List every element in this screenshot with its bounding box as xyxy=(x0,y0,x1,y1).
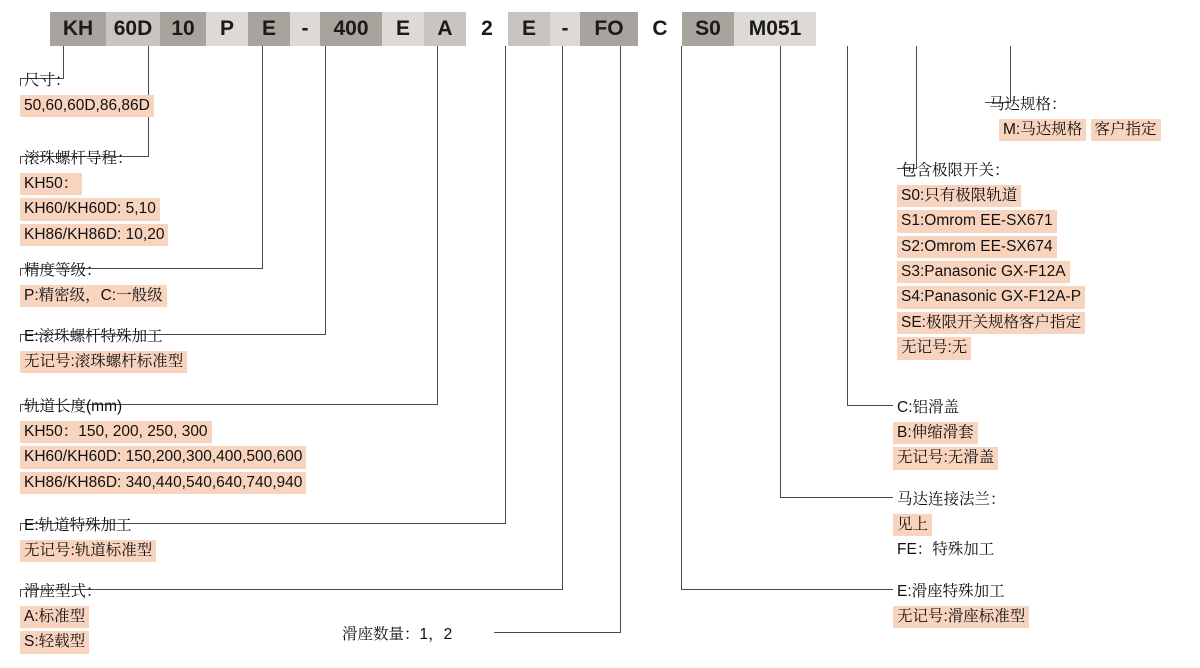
callout-cover-line-1: B:伸缩滑套 xyxy=(893,422,978,444)
model-code-cell: 10 xyxy=(160,12,206,46)
model-code-cell: FO xyxy=(580,12,638,46)
callout-accuracy xyxy=(20,258,167,309)
callout-lead-line-2: KH86/KH86D: 10,20 xyxy=(20,224,168,246)
leader-slidercount-vertical xyxy=(620,46,621,632)
leader-raillength-vertical xyxy=(437,46,438,404)
callout-lead-line-1: KH60/KH60D: 5,10 xyxy=(20,198,160,220)
callout-cover xyxy=(893,395,998,471)
callout-limit-switch-line-1: S1:Omrom EE-SX671 xyxy=(897,210,1057,232)
callout-motor-spec-title: 马达规格： xyxy=(989,95,1067,113)
callout-screw-special-title: E:滚珠螺杆特殊加工 xyxy=(24,327,163,345)
leader-railspecial-vertical xyxy=(505,46,506,523)
callout-size-title: 尺寸： xyxy=(24,71,71,89)
callout-size-values: 50,60,60D,86,86D xyxy=(20,95,154,117)
model-code-cell: P xyxy=(206,12,248,46)
callout-flange-line-0: 见上 xyxy=(893,514,932,536)
leader-slidertype-vertical xyxy=(562,46,563,589)
callout-screw-special-values: 无记号:滚珠螺杆标准型 xyxy=(20,351,187,373)
callout-flange xyxy=(893,487,1010,563)
model-code-cell: S0 xyxy=(682,12,734,46)
callout-limit-switch-line-5: SE:极限开关规格客户指定 xyxy=(897,312,1085,334)
model-code-cell: 2 xyxy=(481,17,493,40)
leader-cover-horizontal xyxy=(847,405,893,406)
callout-limit-switch-line-3: S3:Panasonic GX-F12A xyxy=(897,261,1070,283)
model-code-cell: E xyxy=(248,12,290,46)
callout-limit-switch-title: 包含极限开关： xyxy=(901,161,1010,179)
callout-slider-type-line-1: S:轻载型 xyxy=(20,631,89,653)
callout-lead-title: 滚珠螺杆导程： xyxy=(24,149,133,167)
model-code-cell: - xyxy=(290,12,320,46)
model-code-cell: C xyxy=(652,17,668,40)
leader-cover-vertical xyxy=(847,46,848,405)
callout-flange-line-1: FE：特殊加工 xyxy=(897,541,995,559)
callout-rail-length-line-0: KH50：150, 200, 250, 300 xyxy=(20,421,212,443)
callout-screw-special xyxy=(20,324,187,375)
callout-slider-type xyxy=(20,579,106,655)
callout-rail-length-line-1: KH60/KH60D: 150,200,300,400,500,600 xyxy=(20,446,306,468)
callout-limit-switch-line-6: 无记号:无 xyxy=(897,337,971,359)
callout-slider-type-line-0: A:标准型 xyxy=(20,606,89,628)
leader-flange-horizontal xyxy=(780,497,893,498)
callout-limit-switch-line-0: S0:只有极限轨道 xyxy=(897,185,1021,207)
model-code-cell: E xyxy=(382,12,424,46)
model-code-cell: E xyxy=(508,12,550,46)
model-code-cell: KH xyxy=(50,12,106,46)
callout-limit-switch xyxy=(897,158,1085,361)
model-code-cell: 400 xyxy=(320,12,382,46)
callout-limit-switch-line-4: S4:Panasonic GX-F12A-P xyxy=(897,286,1085,308)
callout-slider-count-title: 滑座数量：1，2 xyxy=(342,625,453,643)
callout-cover-line-2: 无记号:无滑盖 xyxy=(893,447,998,469)
callout-rail-length xyxy=(20,394,306,496)
leader-slidercount-horizontal xyxy=(494,632,621,633)
callout-slider-special-title: E:滑座特殊加工 xyxy=(897,582,1005,600)
callout-slider-special xyxy=(893,579,1029,630)
model-code-cell: - xyxy=(550,12,580,46)
leader-flange-vertical xyxy=(780,46,781,497)
callout-slider-count xyxy=(338,622,456,647)
callout-rail-length-title: 轨道长度(mm) xyxy=(24,397,123,415)
model-code-row xyxy=(50,12,816,46)
callout-rail-special xyxy=(20,513,156,564)
leader-sliderspecial-horizontal xyxy=(681,589,893,590)
callout-accuracy-title: 精度等级： xyxy=(24,261,102,279)
leader-limitswitch-vertical xyxy=(916,46,917,168)
callout-lead xyxy=(20,146,168,248)
leader-accuracy-vertical xyxy=(262,46,263,268)
callout-slider-type-title: 滑座型式： xyxy=(24,582,102,600)
callout-size xyxy=(20,68,154,119)
callout-rail-special-values: 无记号:轨道标准型 xyxy=(20,540,156,562)
callout-rail-length-line-2: KH86/KH86D: 340,440,540,640,740,940 xyxy=(20,472,306,494)
callout-motor-spec-value-1: 客户指定 xyxy=(1091,119,1161,141)
callout-limit-switch-line-2: S2:Omrom EE-SX674 xyxy=(897,236,1057,258)
leader-screw-vertical xyxy=(325,46,326,334)
callout-accuracy-values: P:精密级，C:一般级 xyxy=(20,285,167,307)
model-code-cell: A xyxy=(424,12,466,46)
callout-lead-line-0: KH50： xyxy=(20,173,82,195)
callout-rail-special-title: E:轨道特殊加工 xyxy=(24,516,132,534)
leader-sliderspecial-vertical xyxy=(681,46,682,589)
model-code-cell: M051 xyxy=(734,12,816,46)
callout-flange-title: 马达连接法兰： xyxy=(897,490,1006,508)
callout-motor-spec-value-0: M:马达规格 xyxy=(999,119,1086,141)
callout-slider-special-values: 无记号:滑座标准型 xyxy=(893,606,1029,628)
callout-motor-spec xyxy=(985,92,1161,143)
model-code-cell: 60D xyxy=(106,12,160,46)
callout-cover-line-0: C:铝滑盖 xyxy=(897,398,960,416)
